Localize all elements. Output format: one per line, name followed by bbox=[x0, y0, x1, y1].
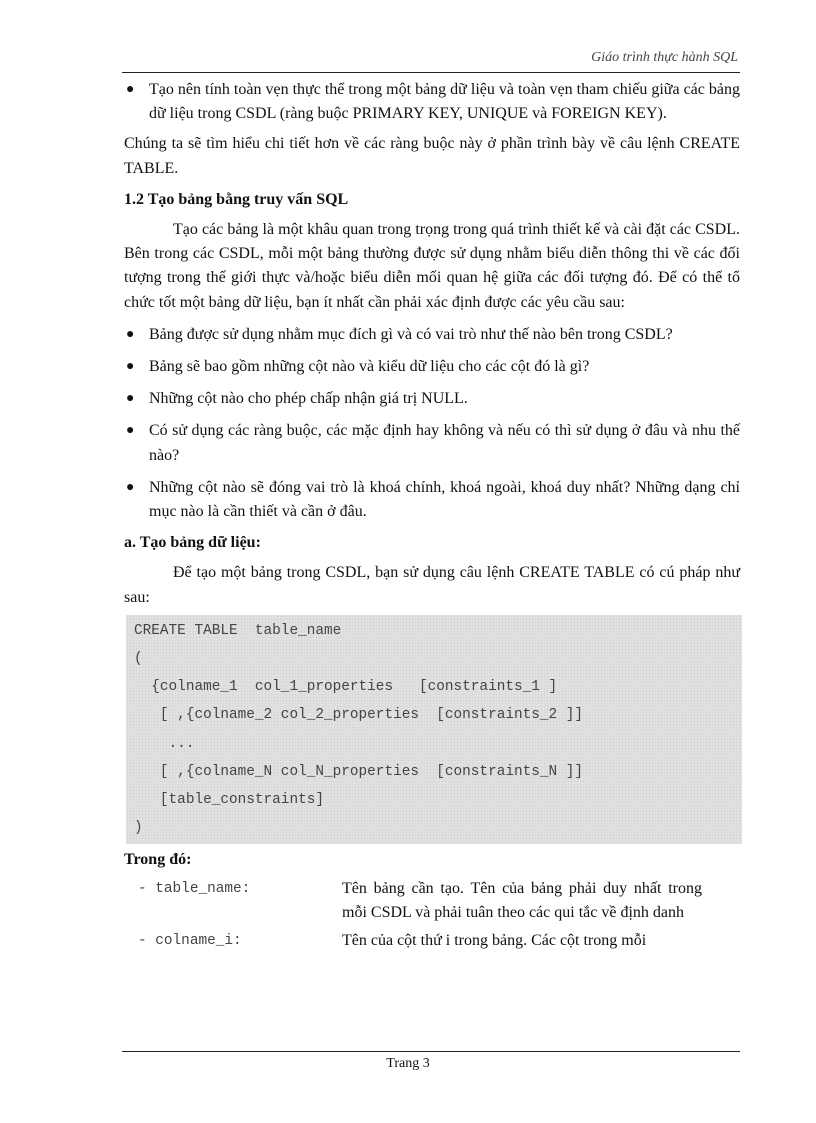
bullet-dot-icon: ● bbox=[126, 82, 135, 97]
bullet-item bbox=[124, 78, 740, 126]
bullet-dot-icon: ● bbox=[126, 479, 135, 495]
bullet-dot-icon: ● bbox=[126, 391, 135, 407]
definition-term: - colname_i: bbox=[138, 932, 242, 949]
section-heading: 1.2 Tạo bảng bằng truy vấn SQL bbox=[124, 190, 349, 208]
code-line: {colname_1 col_1_properties [constraints_1 ] bbox=[134, 679, 558, 696]
definition-desc: Tên bảng cần tạo. Tên của bảng phải duy nhất trong mỗi CSDL và phải tuân theo các qui tắc về định danh bbox=[342, 879, 702, 921]
code-line: ... bbox=[134, 735, 195, 752]
code-line: ( bbox=[134, 651, 143, 668]
bullet-text: Những cột nào sẽ đóng vai trò là khoá chính, khoá ngoài, khoá duy nhất? Những dạng chỉ mục nào là cần thiết và cần ở đâu. bbox=[149, 478, 740, 521]
header-title: Giáo trình thực hành SQL bbox=[591, 50, 738, 65]
bullet-dot-icon: ● bbox=[126, 359, 135, 375]
bullet-item bbox=[124, 476, 740, 524]
bullet-text: Có sử dụng các ràng buộc, các mặc định hay không và nếu có thì sử dụng ở đâu và nhu thế nào? bbox=[149, 422, 740, 464]
bullet-text: Bảng được sử dụng nhằm mục đích gì và có vai trò như thế nào bên trong CSDL? bbox=[149, 325, 673, 343]
code-line: [ ,{colname_N col_N_properties [constraints_N ]] bbox=[134, 763, 584, 780]
bullet-text: Những cột nào cho phép chấp nhận giá trị NULL. bbox=[149, 390, 468, 408]
subsection-heading: a. Tạo bảng dữ liệu: bbox=[124, 534, 261, 552]
code-line: CREATE TABLE table_name bbox=[134, 622, 342, 639]
bullet-text: Tạo nên tính toàn vẹn thực thể trong một bảng dữ liệu và toàn vẹn tham chiếu giữa các bảng dữ liệu trong CSDL (ràng buộc PRIMARY KEY, UNIQUE và FOREIGN KEY). bbox=[149, 81, 740, 123]
footer-divider bbox=[122, 1051, 740, 1052]
page-number: Trang 3 bbox=[386, 1056, 430, 1071]
definition-row bbox=[124, 877, 740, 925]
bullet-dot-icon: ● bbox=[126, 423, 135, 439]
definitions-heading: Trong đó: bbox=[124, 851, 192, 869]
bullet-item bbox=[124, 419, 740, 467]
definition-desc: Tên của cột thứ i trong bảng. Các cột trong mỗi bbox=[342, 931, 647, 949]
bullet-item bbox=[124, 387, 740, 411]
bullet-item bbox=[124, 355, 740, 379]
paragraph-create-tables: Tạo các bảng là một khâu quan trong trọng trong quá trình thiết kế và cài đặt các CSDL. Bên trong các CSDL, mỗi một bảng thường được sử dụng nhằm biểu diễn thông thi về các đối tượng trong thế giới thực và/hoặc biểu diễn mối quan hệ giữa các đối tượng đó. Để có thể tổ chức tốt một bảng dữ liệu, bạn ít nhất cần phải xác định được các yêu cầu sau: bbox=[124, 221, 740, 311]
code-line: [table_constraints] bbox=[134, 791, 324, 808]
paragraph-intro: Chúng ta sẽ tìm hiểu chi tiết hơn về các ràng buộc này ở phần trình bày về câu lệnh CREATE TABLE. bbox=[124, 135, 740, 177]
code-line: ) bbox=[134, 820, 143, 837]
page-header bbox=[122, 42, 740, 73]
page-content bbox=[124, 78, 740, 953]
definition-row bbox=[124, 929, 740, 953]
bullet-item bbox=[124, 323, 740, 347]
bullet-text: Bảng sẽ bao gồm những cột nào và kiểu dữ liệu cho các cột đó là gì? bbox=[149, 358, 590, 376]
paragraph-syntax-intro: Để tạo một bảng trong CSDL, bạn sử dụng câu lệnh CREATE TABLE có cú pháp như sau: bbox=[124, 564, 740, 606]
bullet-dot-icon: ● bbox=[126, 326, 135, 342]
code-block bbox=[126, 615, 742, 845]
code-line: [ ,{colname_2 col_2_properties [constraints_2 ]] bbox=[134, 707, 584, 724]
definition-term: - table_name: bbox=[138, 880, 251, 897]
